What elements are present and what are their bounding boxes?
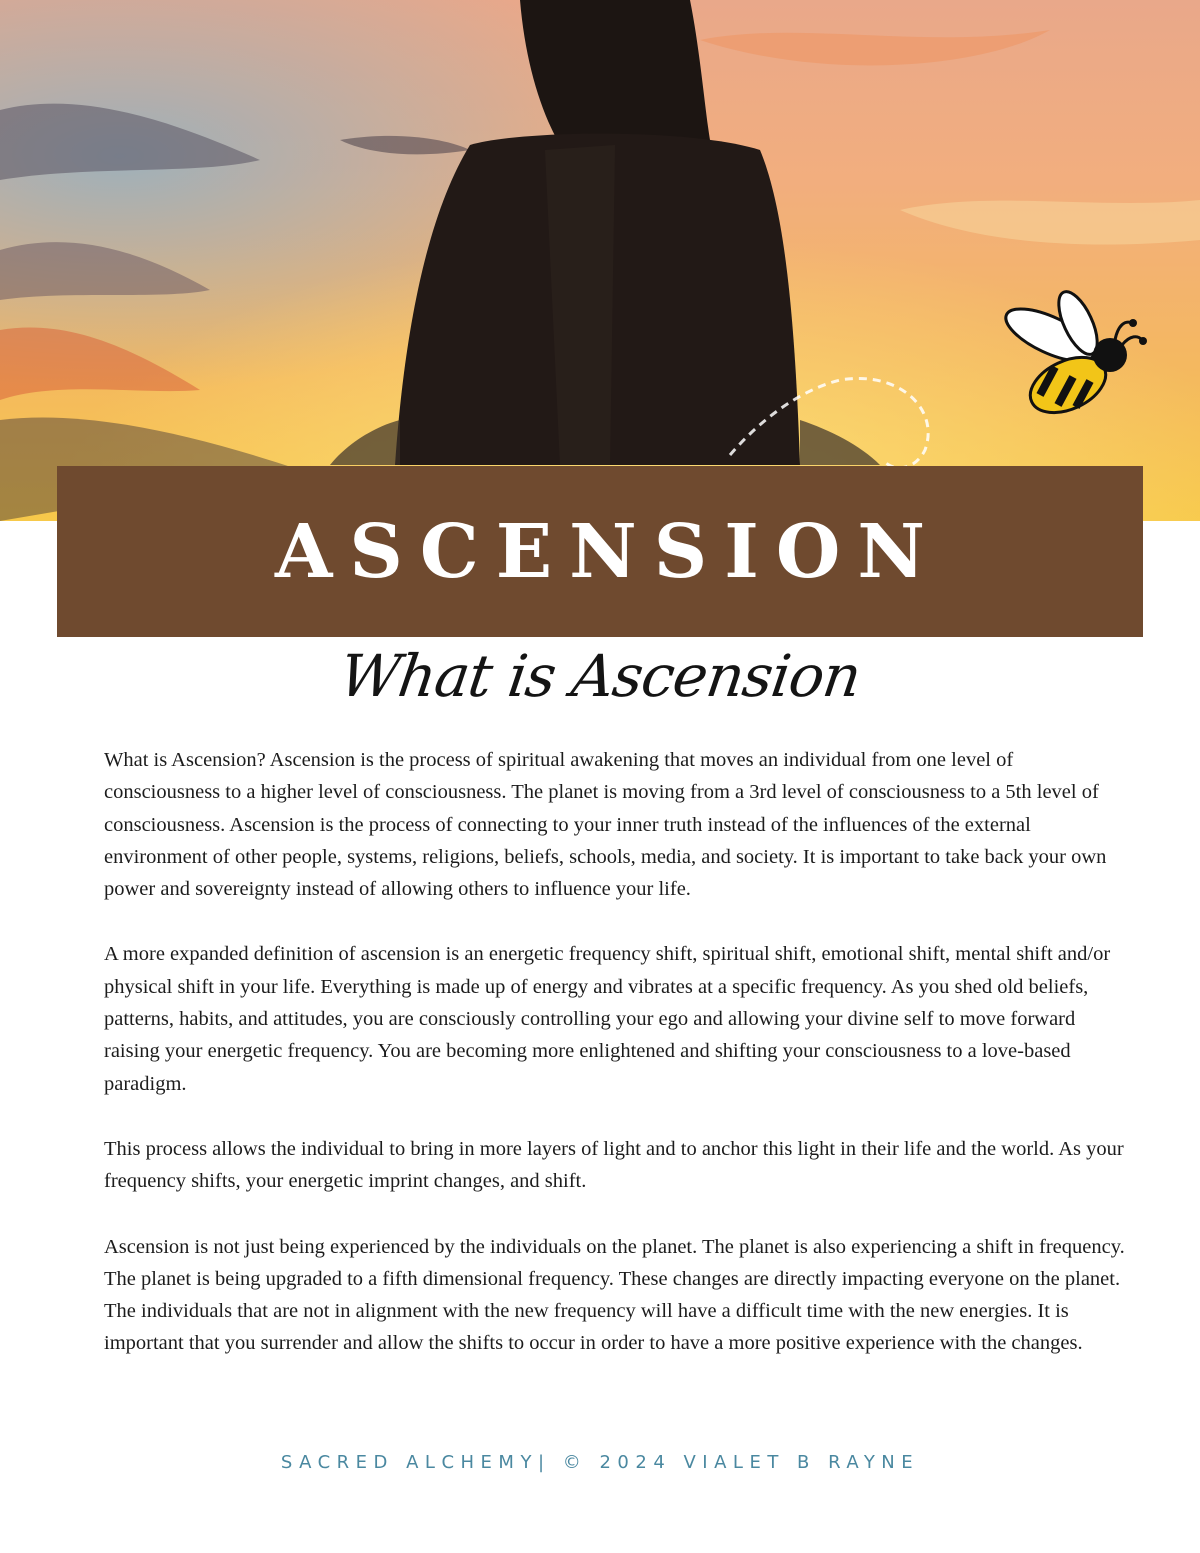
paragraph: Ascension is not just being experienced by the individuals on the planet. The planet is also experiencing a shift in frequency. The planet is being upgraded to a fifth dimensional frequency. These changes are directly impacting everyone on the planet. The individuals that are not in alignment with the new frequency will have a difficult time with the new energies. It is important that you surrender and allow the shifts to occur in order to have a more positive experience with the changes. [104,1235,1125,1355]
paragraph: A more expanded definition of ascension is an energetic frequency shift, spiritual shift, emotional shift, mental shift and/or physical shift in your life. Everything is made up of energy and vibrates at a specific frequency. As you shed old beliefs, patterns, habits, and attitudes, you are consciously controlling your ego and allowing your divine self to move forward raising your energetic frequency. You are becoming more enlightened and shifting your consciousness to a love-based paradigm. [104,943,1111,1095]
hero-image [0,0,1200,521]
paragraph: What is Ascension? Ascension is the process of spiritual awakening that moves an individual from one level of consciousness to a higher level of consciousness. The planet is moving from a 3rd level of consciousness to a 5th level of consciousness. Ascension is the process of connecting to your inner truth instead of the influences of the external environment of other people, systems, religions, beliefs, schools, media, and society. It is important to take back your own power and sovereignty instead of allowing others to influence your life. [104,749,1107,901]
body-text [104,744,1134,1393]
sunset-meditation-illustration [0,0,1200,521]
paragraph: This process allows the individual to bring in more layers of light and to anchor this light in their life and the world. As your frequency shifts, your energetic imprint changes, and shift. [104,1137,1124,1193]
page-title: ASCENSION [275,508,942,595]
section-subtitle: What is Ascension [335,642,865,710]
title-banner [57,466,1143,637]
footer-credit: SACRED ALCHEMY| © 2024 VIALET B RAYNE [280,1452,920,1473]
